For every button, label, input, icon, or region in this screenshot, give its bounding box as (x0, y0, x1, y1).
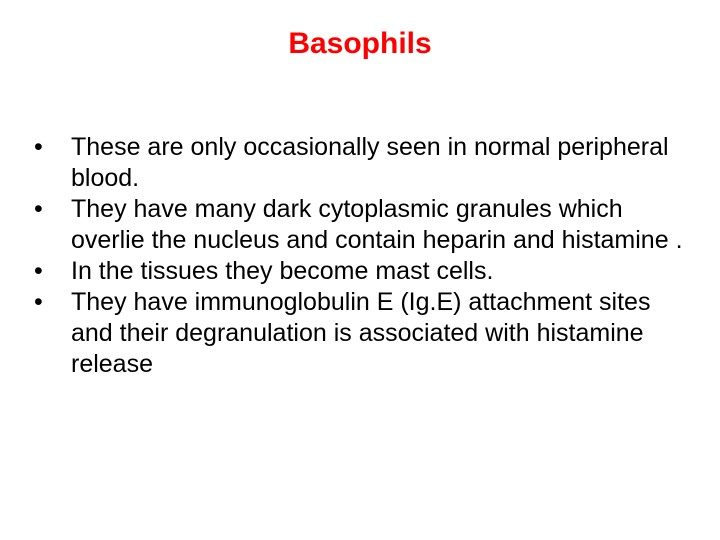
bullet-text: These are only occasionally seen in normal peripheral blood. (71, 133, 669, 192)
bullet-item (34, 287, 694, 380)
bullet-text: In the tissues they become mast cells. (71, 257, 494, 285)
bullet-marker: • (34, 195, 43, 223)
bullet-text: They have many dark cytoplasmic granules which overlie the nucleus and contain heparin and histamine . (71, 195, 683, 254)
bullet-text: They have immunoglobulin E (Ig.E) attachment sites and their degranulation is associated with histamine release (71, 288, 651, 378)
bullet-item (34, 256, 694, 287)
bullet-list (34, 132, 694, 380)
bullet-item (34, 132, 694, 194)
slide-title: Basophils (288, 27, 432, 60)
bullet-item (34, 194, 694, 256)
bullet-marker: • (34, 288, 43, 316)
bullet-marker: • (34, 133, 43, 161)
bullet-marker: • (34, 257, 43, 285)
